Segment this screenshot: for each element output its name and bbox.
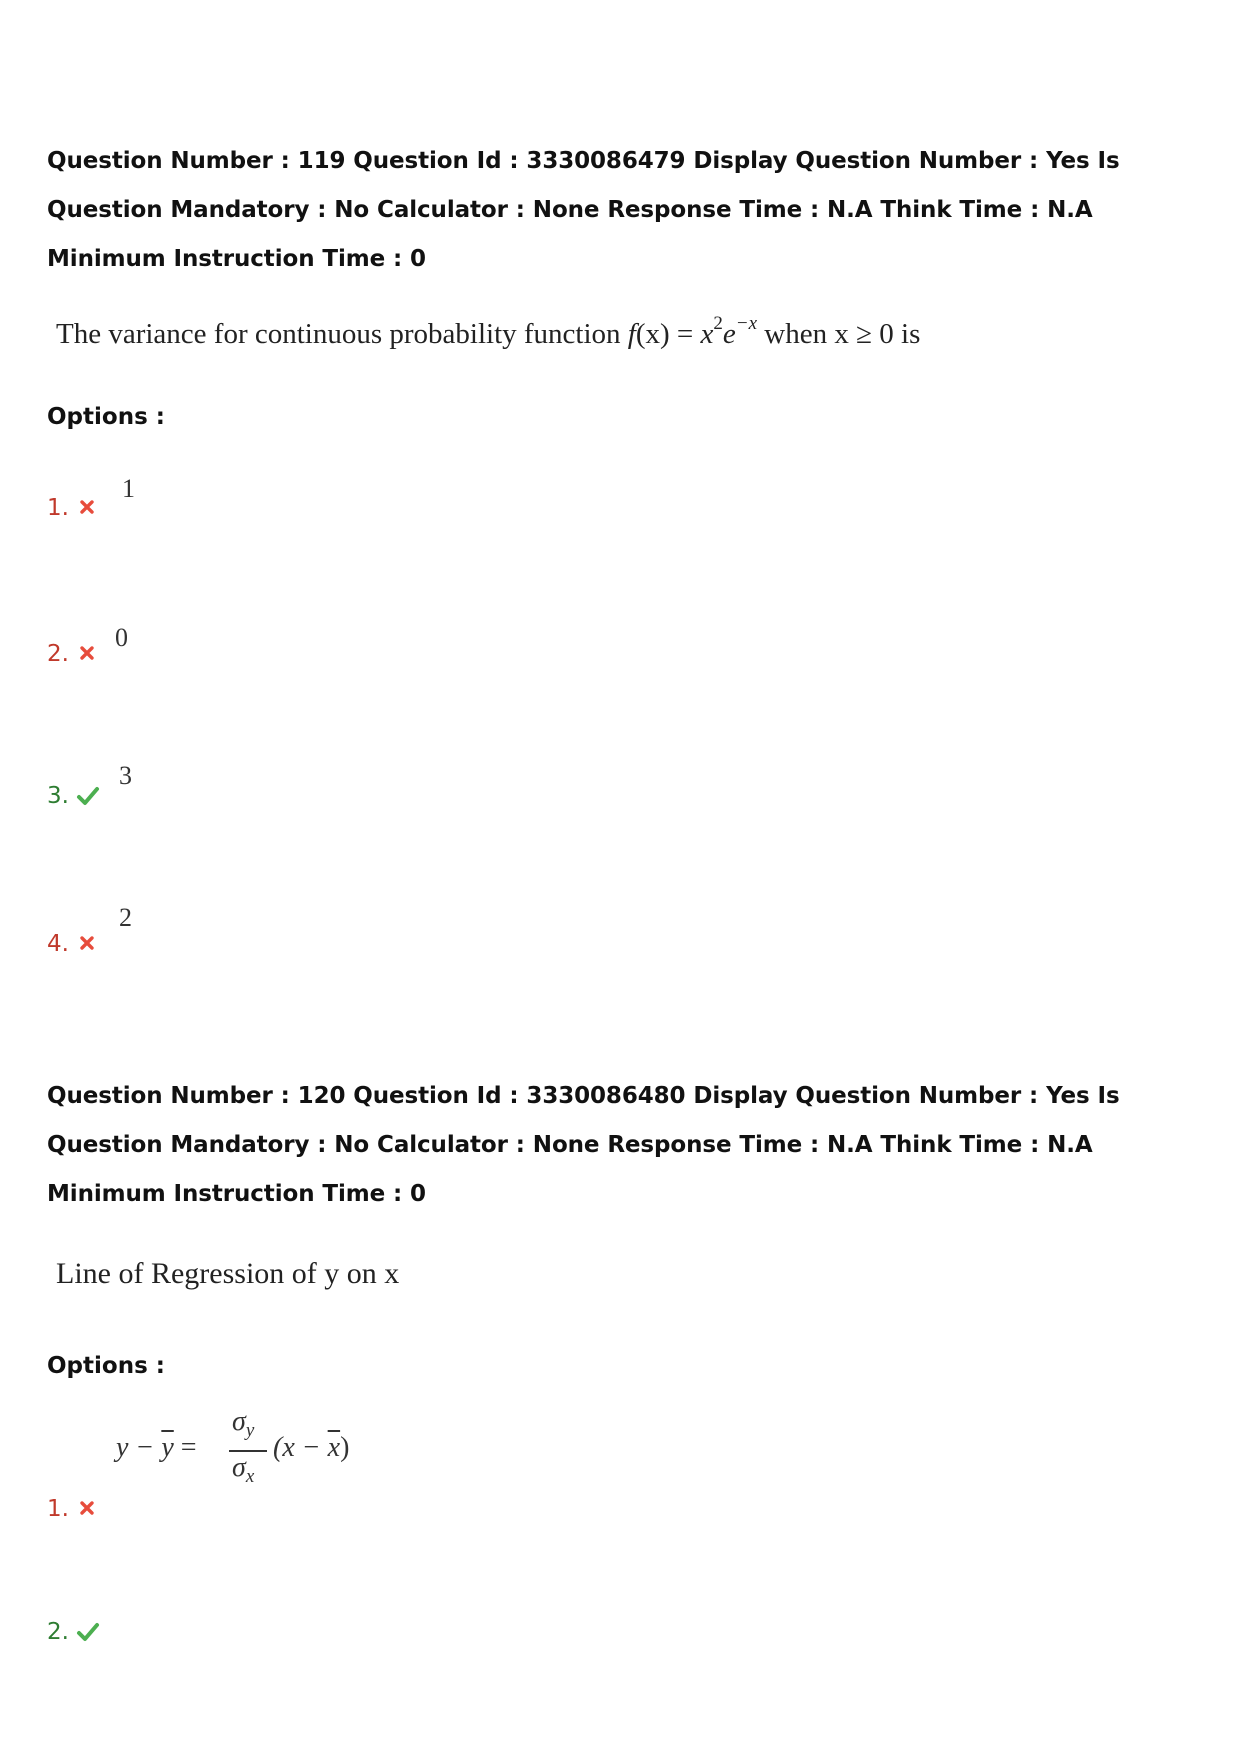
question-text-prefix: The variance for continuous probability function [56, 318, 621, 350]
check-icon [76, 1622, 100, 1642]
option-value: 3 [119, 761, 132, 790]
question-header-120: Question Number : 120 Question Id : 3330086480 Display Question Number : Yes Is Question Mandatory : No Calculator : None Response Time : N.A Think Time : N.A Minimum Instruction Time : 0 [47, 1083, 1120, 1207]
option-number: 1. [47, 1496, 69, 1522]
option-value: 0 [115, 623, 128, 652]
formula-denominator: $\sigma_x$ [232, 1452, 255, 1487]
cross-icon [79, 645, 95, 661]
cross-icon [79, 1500, 95, 1516]
cross-icon [79, 499, 95, 515]
regression-formula [116, 1406, 416, 1492]
options-label-119: Options : [47, 404, 165, 430]
function-argument: (x) = [635, 318, 701, 350]
option-number: 2. [47, 1619, 69, 1645]
function-symbol: f [627, 318, 636, 350]
options-label-120: Options : [47, 1353, 165, 1379]
question-text-120: Line of Regression of y on x [56, 1257, 400, 1290]
formula-lhs: $y - \overline{y}$ = [116, 1432, 197, 1463]
option-value: 2 [119, 903, 132, 932]
formula-rhs: $(x - \overline{x})$ [273, 1432, 350, 1463]
question-text-119 [56, 313, 921, 351]
check-icon [76, 786, 100, 806]
option-number: 1. [47, 495, 69, 521]
base-x: x [700, 318, 714, 350]
option-number: 3. [47, 783, 69, 809]
cross-icon [79, 935, 95, 951]
formula-numerator: $\sigma_y$ [232, 1406, 255, 1441]
option-value: 1 [122, 474, 135, 503]
base-e: e [722, 318, 736, 350]
question-text-suffix: when x ≥ 0 is [757, 318, 921, 350]
question-header-119: Question Number : 119 Question Id : 3330086479 Display Question Number : Yes Is Question Mandatory : No Calculator : None Response Time : N.A Think Time : N.A Minimum Instruction Time : 0 [47, 148, 1120, 272]
exponent-neg-x: −x [735, 313, 758, 334]
exponent-2: 2 [713, 313, 723, 334]
option-number: 2. [47, 641, 69, 667]
option-number: 4. [47, 931, 69, 957]
